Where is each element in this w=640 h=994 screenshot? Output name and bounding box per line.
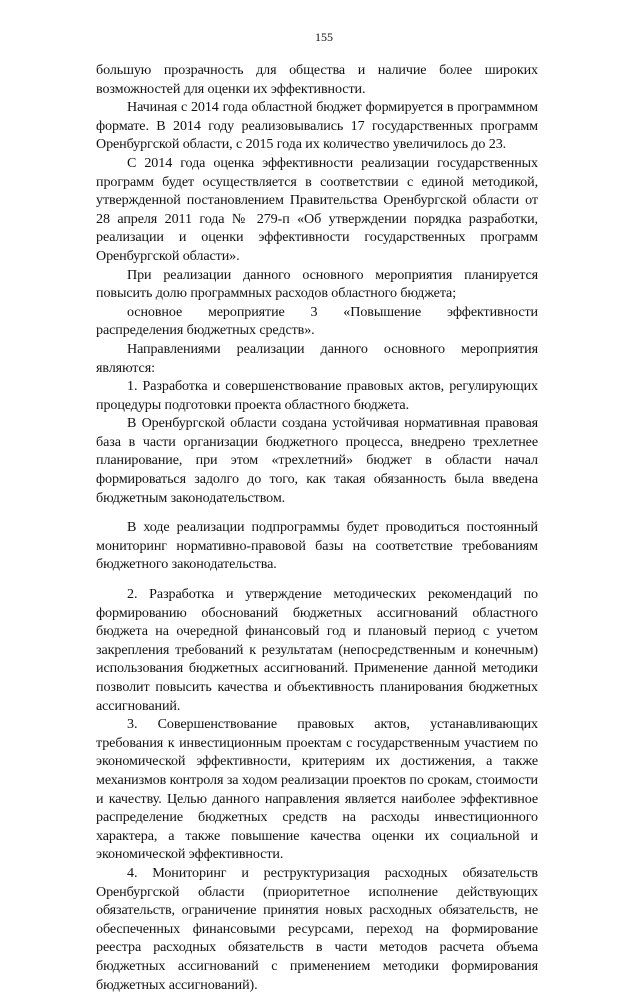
paragraph: При реализации данного основного мероприятия планируется повысить долю программных расходов областного бюджета; xyxy=(96,266,538,302)
paragraph: В Оренбургской области создана устойчивая нормативная правовая база в части организации бюджетного процесса, внедрено трехлетнее планирование, при этом «трехлетний» бюджет в области начал формироваться задолго до того, как такая обязанность была введена бюджетным законодательством. xyxy=(96,415,538,506)
paragraph: 1. Разработка и совершенствование правовых актов, регулирующих процедуры подготовки проекта областного бюджета. xyxy=(96,378,538,413)
body-text xyxy=(96,61,538,994)
paragraph: большую прозрачность для общества и наличие более широких возможностей для оценки их эффективности. xyxy=(96,62,538,97)
paragraph: 4. Мониторинг и реструктуризация расходных обязательств Оренбургской области (приоритетное исполнение действующих обязательств, ограничение принятия новых расходных обязательств, не обеспеченных финансовыми ресурсами, переход на формирование реестра расходных обязательств в части методов расчета объема бюджетных ассигнований с применением методики формирования бюджетных ассигнований). xyxy=(96,864,538,993)
document-page xyxy=(96,30,538,994)
paragraph: 3. Совершенствование правовых актов, устанавливающих требования к инвестиционным проектам с государственным участием по экономической эффективности, критериям их достижения, а также механизмов контроля за ходом реализации проектов по срокам, стоимости и качеству. Целью данного направления является наиболее эффективное распределение бюджетных средств на расходы инвестиционного характера, а также повышение качества оценки их социальной и экономической эффективности. xyxy=(96,716,538,863)
paragraph: 2. Разработка и утверждение методических рекомендаций по формированию обоснований бюджетных ассигнований областного бюджета на очередной финансовый год и плановый период с учетом закрепления требований к результатам (непосредственным и конечным) использования бюджетных ассигнований. Применение данной методики позволит повысить качества и объективность планирования бюджетных ассигнований. xyxy=(96,586,538,714)
paragraph: основное мероприятие 3 «Повышение эффективности распределения бюджетных средств». xyxy=(96,303,538,339)
paragraph: Начиная с 2014 года областной бюджет формируется в программном формате. В 2014 году реализовывались 17 государственных программ Оренбургской области, с 2015 года их количество увеличилось до 23. xyxy=(96,99,538,153)
page-number: 155 xyxy=(315,30,333,44)
paragraph: В ходе реализации подпрограммы будет проводиться постоянный мониторинг нормативно-правовой базы на соответствие требованиям бюджетного законодательства. xyxy=(96,519,538,573)
paragraph: Направлениями реализации данного основного мероприятия являются: xyxy=(96,340,538,376)
paragraph: С 2014 года оценка эффективности реализации государственных программ будет осуществляется в соответствии с единой методикой, утвержденной постановлением Правительства Оренбургской области от 28 апреля 2011 года № 279-п «Об утверждении порядка разработки, реализации и оценки эффективности государственных программ Оренбургской области». xyxy=(96,154,538,264)
